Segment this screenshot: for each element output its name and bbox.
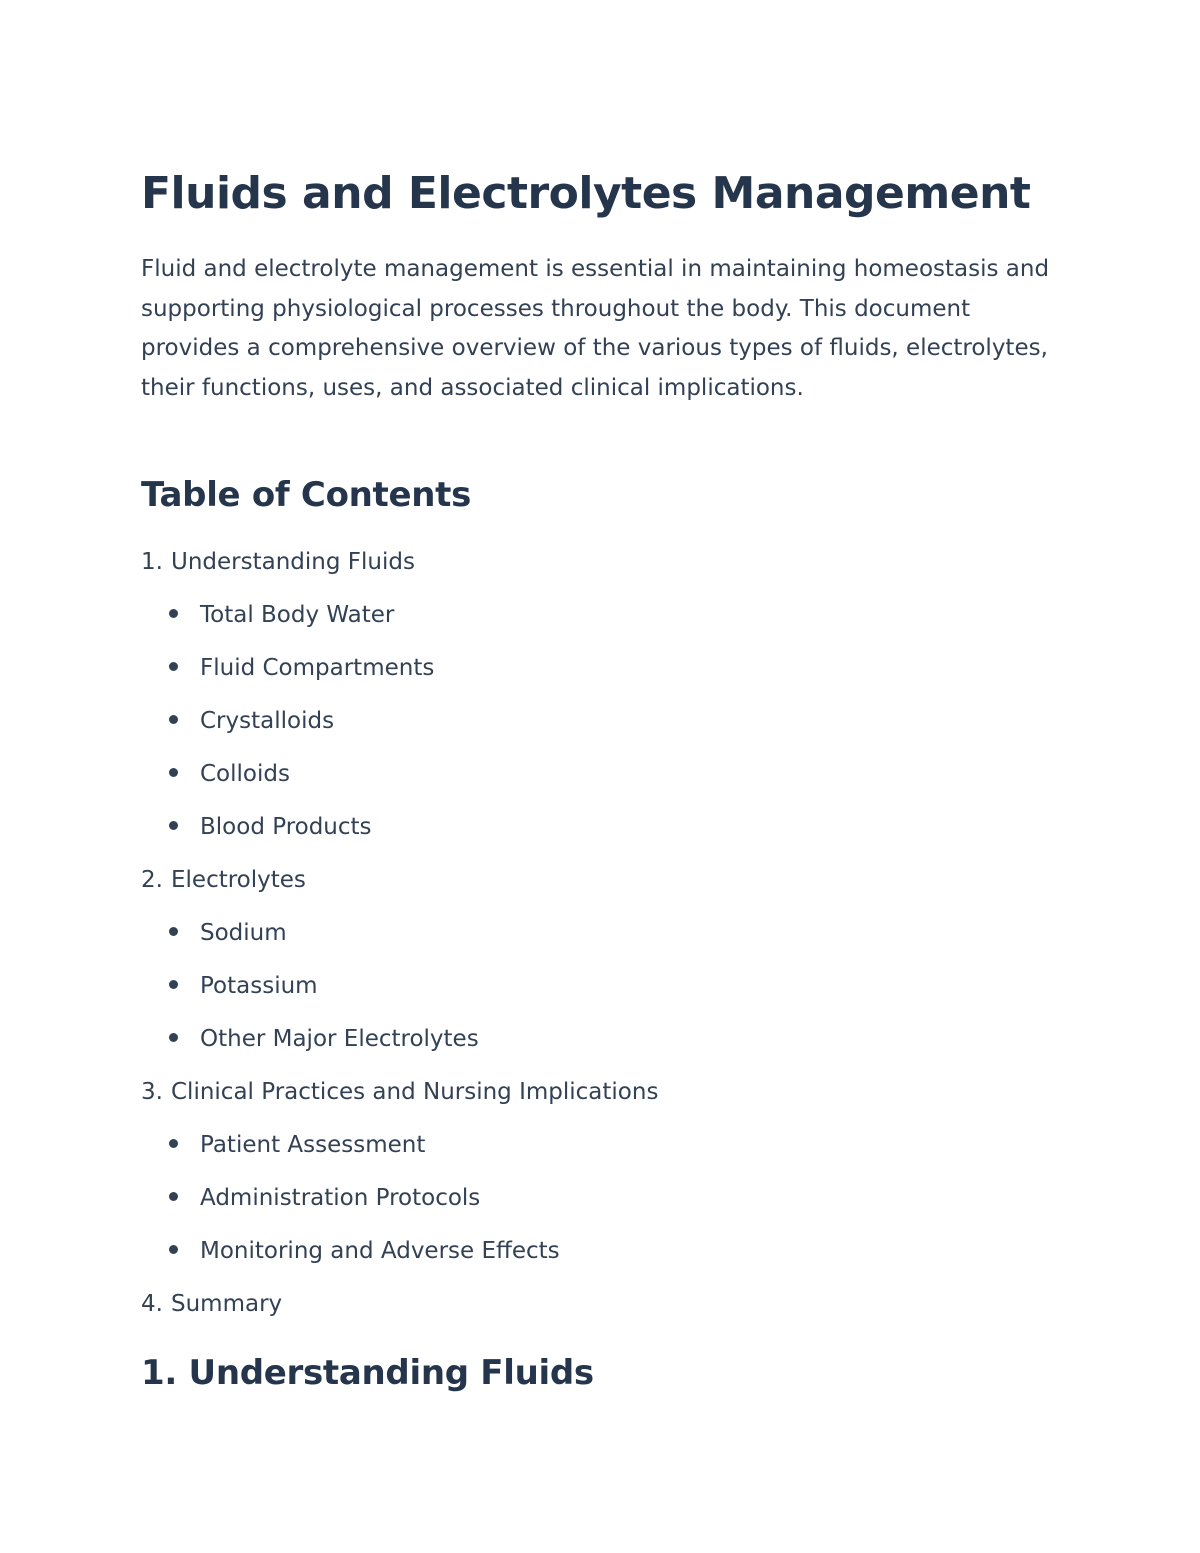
bullet-icon: [169, 927, 178, 936]
toc-item-label: Sodium: [200, 920, 287, 946]
toc-section-label: Clinical Practices and Nursing Implications: [171, 1079, 659, 1105]
toc-item-label: Potassium: [200, 973, 318, 999]
toc-item-label: Crystalloids: [200, 708, 335, 734]
bullet-icon: [169, 1033, 178, 1042]
toc-item-sodium[interactable]: [169, 907, 287, 959]
bullet-icon: [169, 768, 178, 777]
intro-paragraph: Fluid and electrolyte management is essential in maintaining homeostasis and supporting physiological processes throughout the body. This document provides a comprehensive overview of the various types of fluids, electrolytes, their functions, uses, and associated clinical implications.: [141, 256, 1050, 401]
toc-item-other-major-electrolytes[interactable]: [169, 1013, 479, 1065]
toc-section-number: 2.: [141, 867, 163, 893]
bullet-icon: [169, 1192, 178, 1201]
bullet-icon: [169, 609, 178, 618]
toc-section-summary[interactable]: [141, 1278, 282, 1330]
toc-item-administration-protocols[interactable]: [169, 1172, 480, 1224]
bullet-icon: [169, 1139, 178, 1148]
toc-section-label: Electrolytes: [171, 867, 306, 893]
section-heading: 1. Understanding Fluids: [141, 1353, 594, 1393]
bullet-icon: [169, 715, 178, 724]
toc-item-potassium[interactable]: [169, 960, 318, 1012]
toc-item-label: Colloids: [200, 761, 290, 787]
toc-item-monitoring-adverse-effects[interactable]: [169, 1225, 560, 1277]
toc-item-label: Total Body Water: [200, 602, 395, 628]
bullet-icon: [169, 980, 178, 989]
toc-section-clinical-practices[interactable]: [141, 1066, 658, 1118]
toc-item-crystalloids[interactable]: [169, 695, 334, 747]
toc-item-label: Patient Assessment: [200, 1132, 426, 1158]
toc-section-number: 1.: [141, 549, 163, 575]
document-title: Fluids and Electrolytes Management: [141, 168, 1031, 219]
toc-item-colloids[interactable]: [169, 748, 290, 800]
toc-section-label: Summary: [171, 1291, 283, 1317]
toc-item-label: Administration Protocols: [200, 1185, 481, 1211]
toc-item-label: Monitoring and Adverse Effects: [200, 1238, 560, 1264]
bullet-icon: [169, 821, 178, 830]
bullet-icon: [169, 1245, 178, 1254]
bullet-icon: [169, 662, 178, 671]
toc-item-patient-assessment[interactable]: [169, 1119, 425, 1171]
toc-item-label: Fluid Compartments: [200, 655, 435, 681]
toc-item-label: Blood Products: [200, 814, 372, 840]
toc-section-number: 3.: [141, 1079, 163, 1105]
toc-item-total-body-water[interactable]: [169, 589, 394, 641]
toc-section-label: Understanding Fluids: [171, 549, 415, 575]
toc-item-label: Other Major Electrolytes: [200, 1026, 479, 1052]
toc-section-electrolytes[interactable]: [141, 854, 306, 906]
toc-item-blood-products[interactable]: [169, 801, 372, 853]
toc-section-understanding-fluids[interactable]: [141, 536, 415, 588]
toc-heading: Table of Contents: [141, 475, 472, 515]
toc-item-fluid-compartments[interactable]: [169, 642, 434, 694]
toc-section-number: 4.: [141, 1291, 163, 1317]
